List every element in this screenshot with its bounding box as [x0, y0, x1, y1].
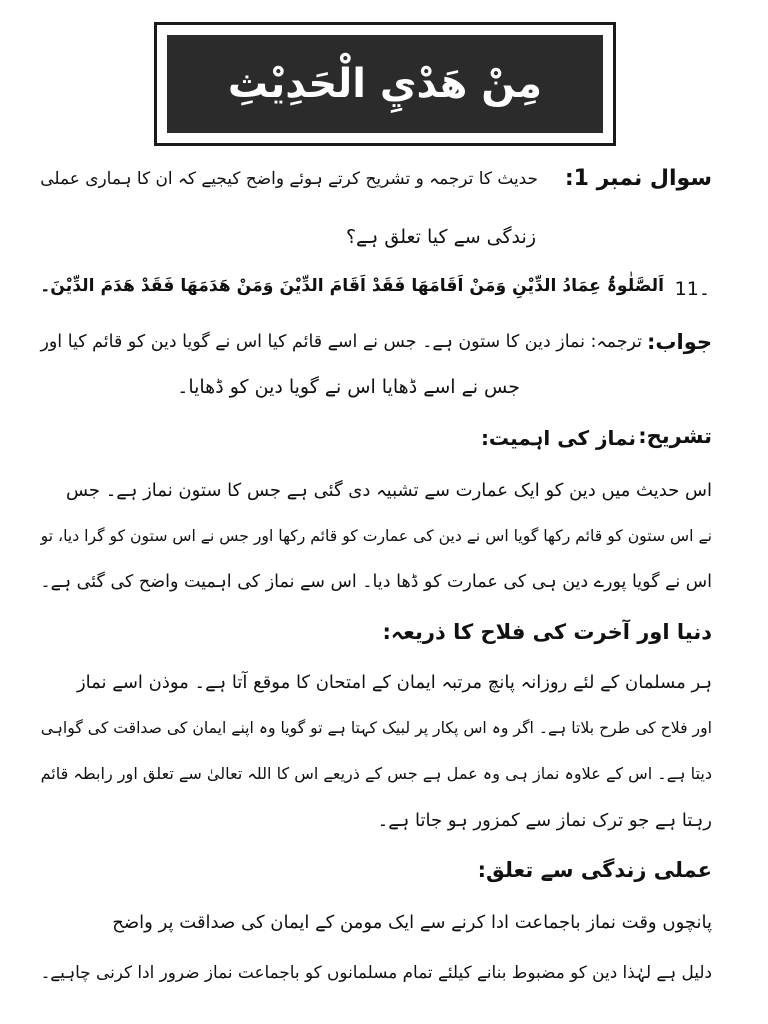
answer-label: جواب: [647, 330, 712, 354]
page-title: مِنْ هَدْيِ الْحَدِيْثِ [227, 61, 543, 107]
answer-translation-line-2: جس نے اسے ڈھایا اس نے گویا دین کو ڈھایا۔ [177, 376, 520, 398]
explanation-line-2: نے اس ستون کو قائم رکھا گویا اس نے دین کی عمارت کو قائم رکھا اور جس نے اس ستون کو گرا دیا، تو [40, 526, 712, 545]
section2-line-2: اور فلاح کی طرح بلاتا ہے۔ اگر وہ اس پکار پر لبیک کہتا ہے تو گویا وہ اپنے ایمان کی صداقت کی گواہی [40, 718, 712, 737]
answer-translation-line-1: ترجمہ: نماز دین کا ستون ہے۔ جس نے اسے قائم کیا اس نے گویا دین کو قائم کیا اور [40, 332, 642, 352]
explanation-heading: نماز کی اہمیت: [480, 426, 636, 450]
section2-line-1: ہر مسلمان کے لئے روزانہ پانچ مرتبہ ایمان کے امتحان کا موقع آتا ہے۔ موذن اسے نماز [76, 672, 712, 693]
explanation-label: تشریح: [638, 424, 712, 448]
section3-heading: عملی زندگی سے تعلق: [477, 858, 712, 882]
hadith-number: 11۔ [674, 278, 710, 300]
section3-line-1: پانچوں وقت نماز باجماعت ادا کرنے سے ایک مومن کے ایمان کی صداقت پر واضح [112, 912, 712, 933]
section2-heading: دنیا اور آخرت کی فلاح کا ذریعہ: [382, 620, 712, 644]
title-banner [154, 22, 616, 146]
explanation-line-3: اس نے گویا پورے دین ہی کی عمارت کو ڈھا دیا۔ اس سے نماز کی اہمیت واضح کی گئی ہے۔ [40, 572, 712, 592]
question-label: سوال نمبر 1: [564, 166, 712, 191]
question-text-line-2: زندگی سے کیا تعلق ہے؟ [345, 226, 536, 248]
explanation-line-1: اس حدیث میں دین کو ایک عمارت سے تشبیہ دی گئی ہے جس کا ستون نماز ہے۔ جس [65, 480, 712, 501]
section2-line-3: دیتا ہے۔ اس کے علاوہ نماز ہی وہ عمل ہے جس کے ذریعے اس کا اللہ تعالیٰ سے تعلق اور رابطہ قائم [40, 764, 712, 783]
hadith-arabic-text: اَلصَّلٰوۃُ عِمَادُ الدِّیْنِ وَمَنْ اَقَامَھَا فَقَدْ اَقَامَ الدِّیْنَ وَمَنْ ھَدَمَھَا فَقَدْ ھَدَمَ الدِّیْنَ۔ [40, 276, 664, 296]
title-banner-inner [167, 35, 603, 133]
section2-line-4: رہتا ہے جو ترک نماز سے کمزور ہو جاتا ہے۔ [377, 810, 712, 831]
question-text-line-1: حدیث کا ترجمہ و تشریح کرتے ہوئے واضح کیجیے کہ ان کا ہماری عملی [40, 168, 538, 188]
section3-line-2: دلیل ہے لہٰذا دین کو مضبوط بنانے کیلئے تمام مسلمانوں کو باجماعت نماز ضرور ادا کرنی چاہیے۔ [40, 962, 712, 982]
